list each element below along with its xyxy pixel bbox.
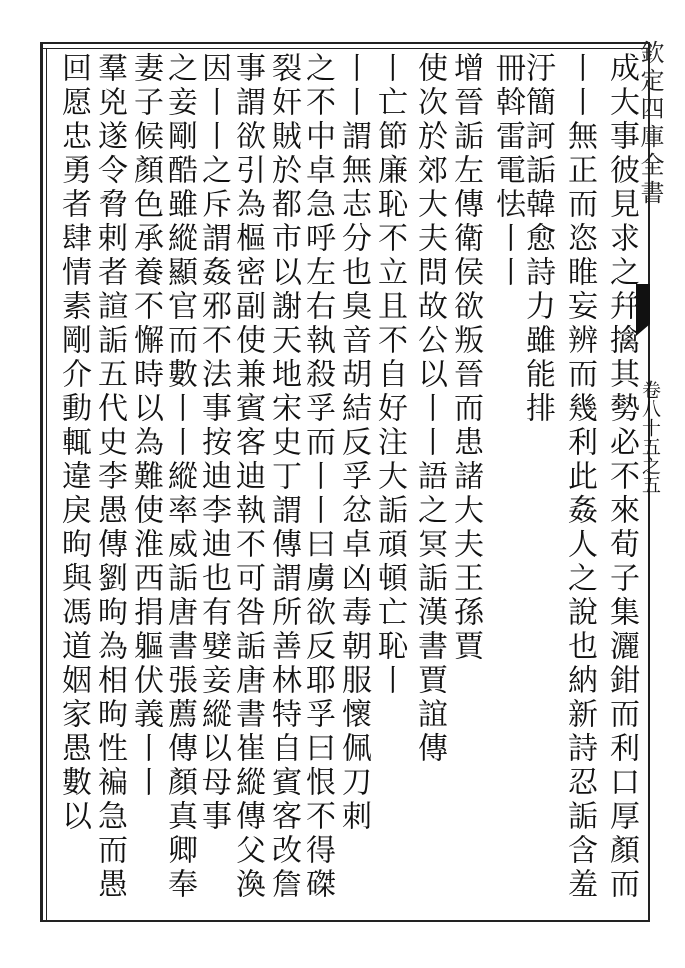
text-column-13: 之妾剛酷雖縱顯官而數丨丨縱率威詬唐書張薦傳顏真卿奉 xyxy=(162,52,197,902)
left-border-inner-rule xyxy=(46,48,47,922)
text-column-9: 之不中卓急呼左右執殺孚而丨丨曰虜欲反耶孚曰恨不得磔 xyxy=(300,52,335,902)
text-column-1: 成大事彼見求之幷擒其勢必不來荀子集灑鉗而利口厚顏而 xyxy=(604,52,639,902)
juan-number: 卷八十五之五 xyxy=(639,380,661,494)
text-column-2: 丨丨無正而恣睢妄辨而幾利此姦人之說也納新詩忍詬含羞 xyxy=(562,52,597,902)
text-column-10: 裂奸賊於都市以謝天地宋史丁謂傳謂所善林特自賓客改詹 xyxy=(266,52,301,902)
text-column-11: 事謂欲引為樞密副使兼賓客迪執不可咎詬唐書崔縱傳父渙 xyxy=(230,52,265,902)
text-column-15: 羣兇遂令脅剌者諠詬五代史李愚傳劉昫為相昫性褊急而愚 xyxy=(92,52,127,902)
left-border-rule xyxy=(40,42,43,922)
text-column-5: 增晉詬左傳衛侯欲叛晉而患諸大夫王孫賈 xyxy=(448,52,483,664)
bottom-border-rule xyxy=(40,920,650,922)
text-column-14: 妻子候顏色承養不懈時以為難使淮西捐軀伏義丨丨 xyxy=(128,52,163,800)
text-column-3: 汙簡訶詬韓愈詩力雖能排 xyxy=(520,52,555,426)
text-column-6: 使次於郊大夫問故公以丨丨語之冥詬漢書賈誼傳 xyxy=(412,52,447,766)
book-title: 欽定四庫全書 xyxy=(636,40,664,208)
text-column-12: 因丨丨之斥謂姦邪不法事按迪李迪也有嬖妾縱以母事 xyxy=(196,52,231,834)
text-column-8: 丨丨謂無志分也臭音胡結反孚忿卓凶毒朝服懷佩刀刺 xyxy=(336,52,371,834)
text-column-4: 冊斡雷電怯丨丨 xyxy=(490,52,525,290)
top-border-rule xyxy=(40,42,650,44)
top-border-inner-rule xyxy=(40,48,650,49)
text-column-16: 回愿忠勇者肆情素剛介動輒違戾昫與馮道姻家愚數以 xyxy=(56,52,91,834)
text-column-7: 丨亡節廉恥不立且不自好注大詬頑頓亡恥丨 xyxy=(372,52,407,698)
